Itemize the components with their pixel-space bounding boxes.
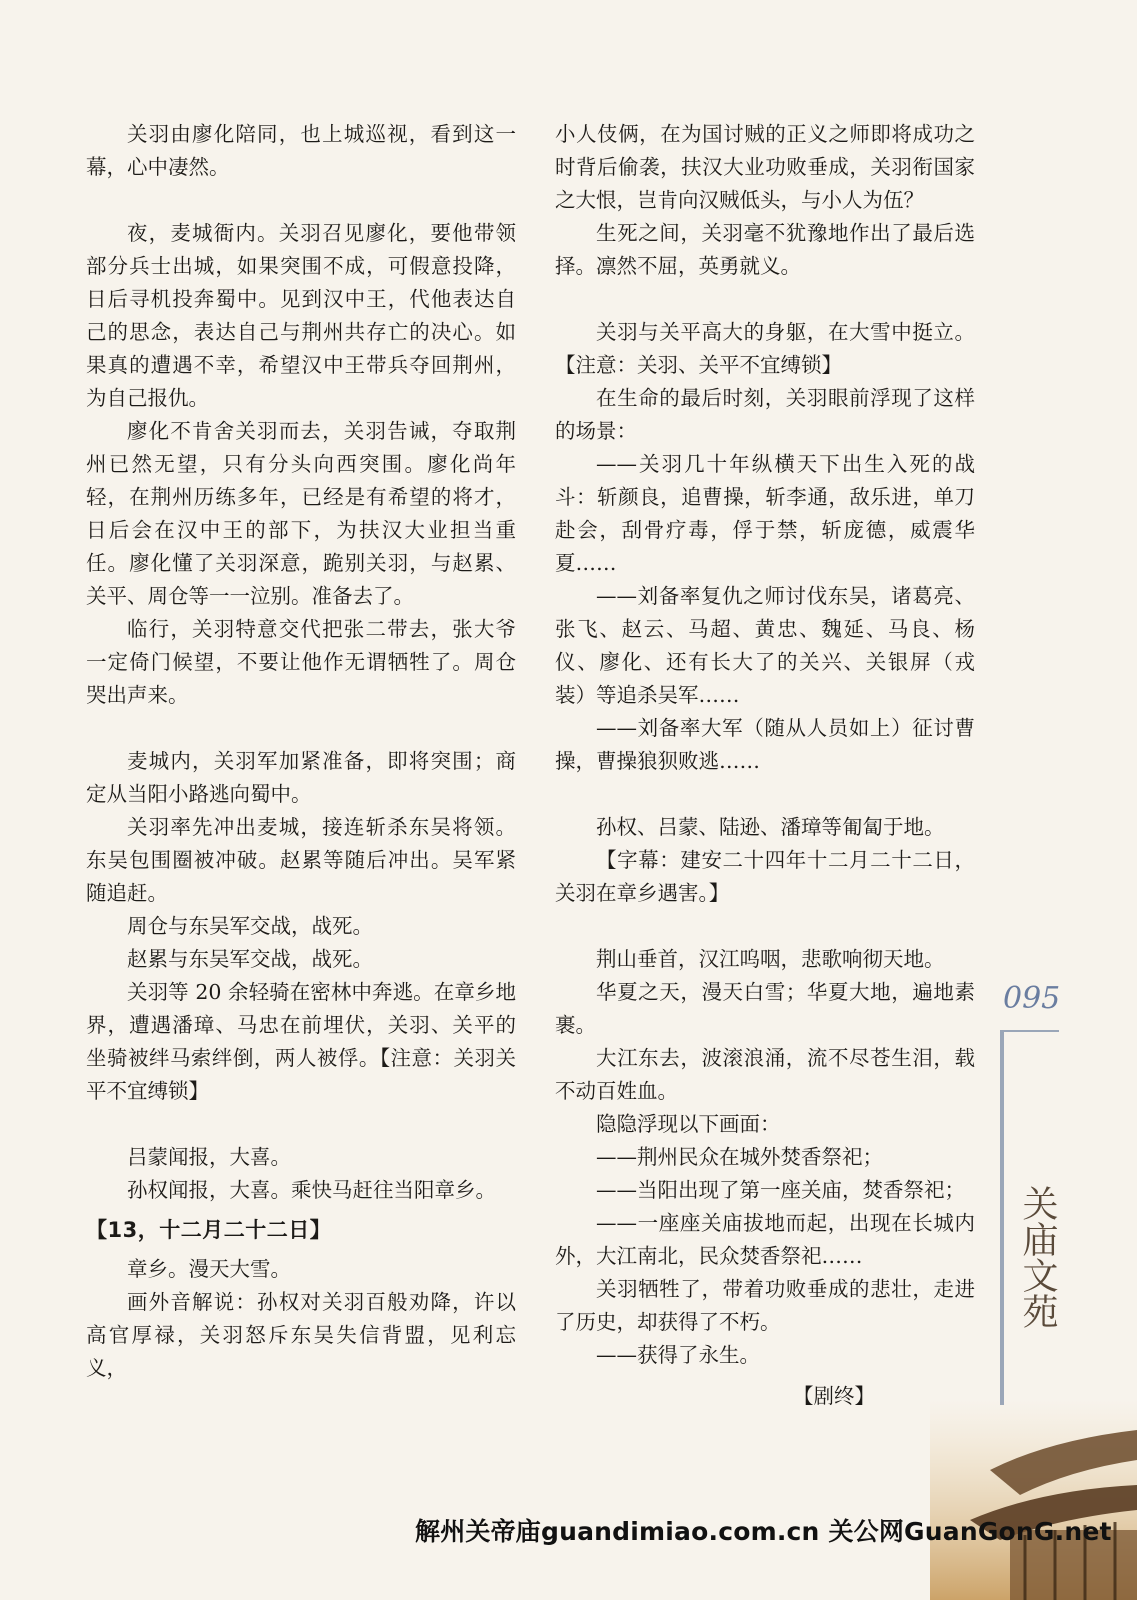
paragraph: 孙权、吕蒙、陆逊、潘璋等匍匐于地。 xyxy=(596,815,945,839)
paragraph: 吕蒙闻报，大喜。 xyxy=(127,1145,291,1169)
paragraph-gap xyxy=(555,283,975,316)
paragraph: 大江东去，波滚浪涌，流不尽苍生泪，载不动百姓血。 xyxy=(555,1046,975,1103)
paragraph: ——荆州民众在城外焚香祭祀； xyxy=(596,1145,883,1169)
paragraph: ——当阳出现了第一座关庙，焚香祭祀； xyxy=(596,1178,965,1202)
paragraph: 廖化不肯舍关羽而去，关羽告诫，夺取荆州已然无望，只有分头向西突围。廖化尚年轻，在荆州历练多年，已经是有希望的将才，日后会在汉中王的部下，为扶汉大业担当重任。廖化懂了关羽深意，跪别关羽，与赵累、关平、周仓等一一泣别。准备去了。 xyxy=(86,419,516,608)
section-title-vertical: 关庙文苑 xyxy=(1017,1185,1058,1329)
paragraph: ——刘备率大军（随从人员如上）征讨曹操，曹操狼狈败逃…… xyxy=(555,716,975,773)
paragraph: 孙权闻报，大喜。乘快马赶往当阳章乡。 xyxy=(127,1178,496,1202)
right-column xyxy=(555,118,975,1413)
paragraph: 周仓与东吴军交战，战死。 xyxy=(127,914,373,938)
paragraph: 小人伎俩，在为国讨贼的正义之师即将成功之时背后偷袭，扶汉大业功败垂成，关羽衔国家之大恨，岂肯向汉贼低头，与小人为伍？ xyxy=(555,122,975,212)
paragraph-gap xyxy=(555,778,975,811)
paragraph: 麦城内，关羽军加紧准备，即将突围；商定从当阳小路逃向蜀中。 xyxy=(86,749,516,806)
paragraph: ——一座座关庙拔地而起，出现在长城内外，大江南北，民众焚香祭祀…… xyxy=(555,1211,975,1268)
paragraph: 荆山垂首，汉江呜咽，悲歌响彻天地。 xyxy=(596,947,945,971)
paragraph: 章乡。漫天大雪。 xyxy=(127,1257,291,1281)
temple-roof-decoration xyxy=(930,1400,1137,1600)
paragraph: 【字幕：建安二十四年十二月二十二日，关羽在章乡遇害。】 xyxy=(555,848,975,905)
paragraph-gap xyxy=(86,184,516,217)
paragraph: ——关羽几十年纵横天下出生入死的战斗：斩颜良，追曹操，斩李通，敌乐进，单刀赴会，刮骨疗毒，俘于禁，斩庞德，威震华夏…… xyxy=(555,452,975,575)
end-mark: 【剧终】 xyxy=(793,1384,875,1408)
website-watermark: 解州关帝庙guandimiao.com.cn 关公网GuanGonG.net xyxy=(415,1517,1112,1546)
scene-heading: 【13，十二月二十二日】 xyxy=(86,1218,332,1242)
paragraph: 关羽与关平高大的身躯，在大雪中挺立。【注意：关羽、关平不宜缚锁】 xyxy=(555,320,975,377)
paragraph: 生死之间，关羽毫不犹豫地作出了最后选择。凛然不屈，英勇就义。 xyxy=(555,221,975,278)
paragraph: 关羽牺牲了，带着功败垂成的悲壮，走进了历史，却获得了不朽。 xyxy=(555,1277,975,1334)
paragraph: 关羽由廖化陪同，也上城巡视，看到这一幕，心中凄然。 xyxy=(86,122,516,179)
paragraph-gap xyxy=(86,1108,516,1141)
paragraph: 华夏之天，漫天白雪；华夏大地，遍地素裹。 xyxy=(555,980,975,1037)
paragraph: 关羽等 20 余轻骑在密林中奔逃。在章乡地界，遭遇潘璋、马忠在前埋伏，关羽、关平的坐骑被绊马索绊倒，两人被俘。【注意：关羽关平不宜缚锁】 xyxy=(86,980,516,1103)
side-divider xyxy=(1000,1030,1004,1405)
side-rule xyxy=(1004,1030,1059,1032)
paragraph: 画外音解说：孙权对关羽百般劝降，许以高官厚禄，关羽怒斥东吴失信背盟，见利忘义， xyxy=(86,1290,516,1380)
paragraph: ——刘备率复仇之师讨伐东吴，诸葛亮、张飞、赵云、马超、黄忠、魏延、马良、杨仪、廖化、还有长大了的关兴、关银屏（戎装）等追杀吴军…… xyxy=(555,584,975,707)
paragraph: 夜，麦城衙内。关羽召见廖化，要他带领部分兵士出城，如果突围不成，可假意投降，日后寻机投奔蜀中。见到汉中王，代他表达自己的思念，表达自己与荆州共存亡的决心。如果真的遭遇不幸，希望汉中王带兵夺回荆州，为自己报仇。 xyxy=(86,221,516,410)
paragraph: 在生命的最后时刻，关羽眼前浮现了这样的场景： xyxy=(555,386,975,443)
paragraph-gap xyxy=(86,712,516,745)
paragraph: 临行，关羽特意交代把张二带去，张大爷一定倚门候望，不要让他作无谓牺牲了。周仓哭出声来。 xyxy=(86,617,516,707)
paragraph: 隐隐浮现以下画面： xyxy=(596,1112,781,1136)
paragraph: ——获得了永生。 xyxy=(596,1343,760,1367)
paragraph-gap xyxy=(555,910,975,943)
paragraph: 赵累与东吴军交战，战死。 xyxy=(127,947,373,971)
page-number: 095 xyxy=(1003,981,1061,1016)
paragraph: 关羽率先冲出麦城，接连斩杀东吴将领。东吴包围圈被冲破。赵累等随后冲出。吴军紧随追赶。 xyxy=(86,815,516,905)
left-column xyxy=(86,118,516,1385)
